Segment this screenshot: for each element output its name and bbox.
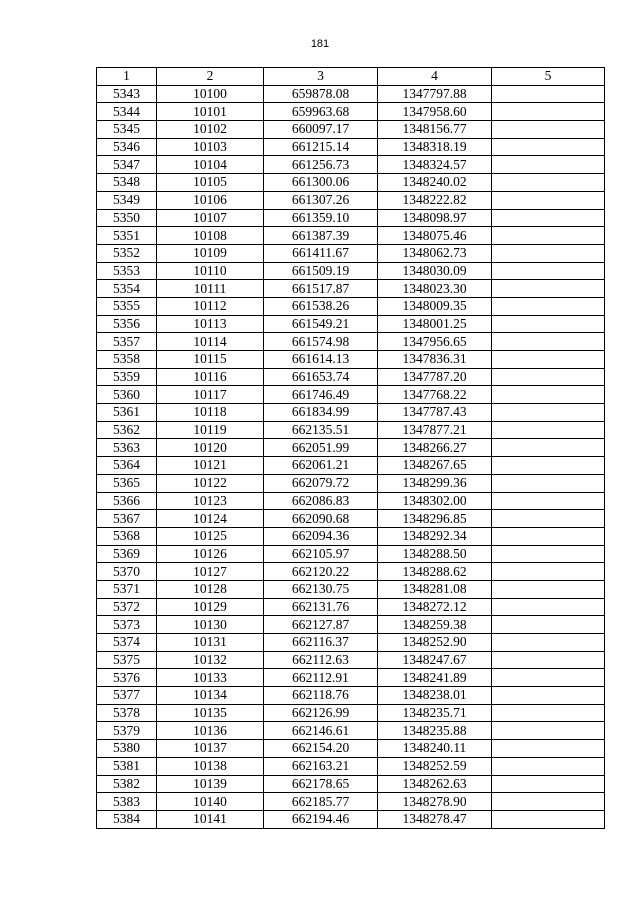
table-cell-col-2: 10101 xyxy=(157,103,264,121)
table-cell-col-1: 5367 xyxy=(97,510,157,528)
table-cell-col-4: 1348098.97 xyxy=(378,209,492,227)
table-cell-col-1: 5350 xyxy=(97,209,157,227)
table-cell-col-5 xyxy=(492,510,605,528)
table-cell-col-5 xyxy=(492,527,605,545)
table-row xyxy=(97,793,605,811)
table-cell-col-5 xyxy=(492,351,605,369)
table-cell-col-4: 1348299.36 xyxy=(378,474,492,492)
table-cell-col-3: 661614.13 xyxy=(264,351,378,369)
table-cell-col-2: 10131 xyxy=(157,634,264,652)
table-cell-col-3: 661538.26 xyxy=(264,297,378,315)
table-cell-col-4: 1348288.62 xyxy=(378,563,492,581)
table-cell-col-1: 5352 xyxy=(97,244,157,262)
table-cell-col-2: 10135 xyxy=(157,704,264,722)
table-cell-col-1: 5353 xyxy=(97,262,157,280)
table-cell-col-5 xyxy=(492,209,605,227)
table-cell-col-1: 5345 xyxy=(97,121,157,139)
table-row xyxy=(97,687,605,705)
table-cell-col-5 xyxy=(492,775,605,793)
table-cell-col-3: 662112.63 xyxy=(264,651,378,669)
column-header-4: 4 xyxy=(378,68,492,86)
table-cell-col-4: 1348023.30 xyxy=(378,280,492,298)
table-cell-col-5 xyxy=(492,563,605,581)
table-cell-col-3: 660097.17 xyxy=(264,121,378,139)
table-cell-col-1: 5382 xyxy=(97,775,157,793)
table-cell-col-1: 5359 xyxy=(97,368,157,386)
table-cell-col-3: 661307.26 xyxy=(264,191,378,209)
table-header-row xyxy=(97,68,605,86)
table-cell-col-5 xyxy=(492,634,605,652)
table-cell-col-2: 10119 xyxy=(157,421,264,439)
table-cell-col-4: 1347956.65 xyxy=(378,333,492,351)
table-cell-col-3: 662120.22 xyxy=(264,563,378,581)
table-row xyxy=(97,545,605,563)
table-row xyxy=(97,138,605,156)
table-cell-col-5 xyxy=(492,138,605,156)
table-cell-col-3: 661509.19 xyxy=(264,262,378,280)
table-row xyxy=(97,704,605,722)
table-cell-col-1: 5371 xyxy=(97,580,157,598)
table-cell-col-1: 5349 xyxy=(97,191,157,209)
table-body xyxy=(97,85,605,828)
table-cell-col-5 xyxy=(492,492,605,510)
table-row xyxy=(97,474,605,492)
table-cell-col-2: 10118 xyxy=(157,404,264,422)
table-cell-col-4: 1348009.35 xyxy=(378,297,492,315)
table-cell-col-1: 5370 xyxy=(97,563,157,581)
table-cell-col-2: 10102 xyxy=(157,121,264,139)
table-cell-col-5 xyxy=(492,103,605,121)
table-cell-col-2: 10105 xyxy=(157,174,264,192)
table-cell-col-2: 10130 xyxy=(157,616,264,634)
table-row xyxy=(97,634,605,652)
table-cell-col-5 xyxy=(492,368,605,386)
table-cell-col-5 xyxy=(492,669,605,687)
table-cell-col-2: 10124 xyxy=(157,510,264,528)
table-cell-col-1: 5384 xyxy=(97,810,157,828)
table-row xyxy=(97,227,605,245)
table-cell-col-2: 10122 xyxy=(157,474,264,492)
table-cell-col-5 xyxy=(492,244,605,262)
table-row xyxy=(97,421,605,439)
table-cell-col-1: 5357 xyxy=(97,333,157,351)
table-cell-col-2: 10104 xyxy=(157,156,264,174)
table-cell-col-3: 662118.76 xyxy=(264,687,378,705)
table-cell-col-3: 662178.65 xyxy=(264,775,378,793)
table-cell-col-3: 662185.77 xyxy=(264,793,378,811)
table-cell-col-3: 662061.21 xyxy=(264,457,378,475)
table-cell-col-5 xyxy=(492,156,605,174)
table-cell-col-1: 5343 xyxy=(97,85,157,103)
table-cell-col-4: 1348288.50 xyxy=(378,545,492,563)
table-row xyxy=(97,810,605,828)
table-row xyxy=(97,669,605,687)
table-cell-col-4: 1347787.20 xyxy=(378,368,492,386)
table-cell-col-2: 10134 xyxy=(157,687,264,705)
table-row xyxy=(97,280,605,298)
table-cell-col-1: 5361 xyxy=(97,404,157,422)
table-cell-col-4: 1347836.31 xyxy=(378,351,492,369)
table-cell-col-2: 10113 xyxy=(157,315,264,333)
table-cell-col-4: 1347797.88 xyxy=(378,85,492,103)
table-row xyxy=(97,103,605,121)
table-cell-col-5 xyxy=(492,687,605,705)
table-cell-col-3: 661300.06 xyxy=(264,174,378,192)
table-cell-col-4: 1348241.89 xyxy=(378,669,492,687)
table-row xyxy=(97,333,605,351)
table-cell-col-1: 5379 xyxy=(97,722,157,740)
table-cell-col-2: 10109 xyxy=(157,244,264,262)
table-cell-col-2: 10100 xyxy=(157,85,264,103)
table-row xyxy=(97,580,605,598)
table-cell-col-1: 5376 xyxy=(97,669,157,687)
table-row xyxy=(97,85,605,103)
table-cell-col-5 xyxy=(492,810,605,828)
table-cell-col-4: 1348296.85 xyxy=(378,510,492,528)
table-cell-col-3: 661215.14 xyxy=(264,138,378,156)
table-cell-col-1: 5364 xyxy=(97,457,157,475)
table-cell-col-2: 10123 xyxy=(157,492,264,510)
table-row xyxy=(97,651,605,669)
table-cell-col-2: 10125 xyxy=(157,527,264,545)
table-cell-col-3: 662146.61 xyxy=(264,722,378,740)
table-cell-col-3: 662090.68 xyxy=(264,510,378,528)
table-cell-col-4: 1348324.57 xyxy=(378,156,492,174)
table-cell-col-1: 5365 xyxy=(97,474,157,492)
table-cell-col-4: 1348030.09 xyxy=(378,262,492,280)
table-cell-col-1: 5373 xyxy=(97,616,157,634)
table-row xyxy=(97,492,605,510)
table-row xyxy=(97,262,605,280)
table-cell-col-1: 5378 xyxy=(97,704,157,722)
table-cell-col-5 xyxy=(492,174,605,192)
table-cell-col-4: 1348156.77 xyxy=(378,121,492,139)
table-cell-col-2: 10139 xyxy=(157,775,264,793)
table-cell-col-4: 1347787.43 xyxy=(378,404,492,422)
table-cell-col-3: 662154.20 xyxy=(264,740,378,758)
table-cell-col-4: 1348240.11 xyxy=(378,740,492,758)
table-cell-col-2: 10141 xyxy=(157,810,264,828)
table-cell-col-2: 10127 xyxy=(157,563,264,581)
table-cell-col-1: 5377 xyxy=(97,687,157,705)
table-cell-col-2: 10116 xyxy=(157,368,264,386)
column-header-5: 5 xyxy=(492,68,605,86)
table-cell-col-2: 10129 xyxy=(157,598,264,616)
table-cell-col-2: 10106 xyxy=(157,191,264,209)
table-cell-col-3: 662116.37 xyxy=(264,634,378,652)
table-cell-col-2: 10121 xyxy=(157,457,264,475)
table-cell-col-1: 5381 xyxy=(97,757,157,775)
table-cell-col-4: 1347958.60 xyxy=(378,103,492,121)
table-cell-col-1: 5351 xyxy=(97,227,157,245)
table-cell-col-3: 662135.51 xyxy=(264,421,378,439)
table-cell-col-3: 662079.72 xyxy=(264,474,378,492)
table-cell-col-4: 1348259.38 xyxy=(378,616,492,634)
page-number: 181 xyxy=(310,38,330,50)
table-cell-col-3: 661256.73 xyxy=(264,156,378,174)
table-row xyxy=(97,563,605,581)
table-cell-col-5 xyxy=(492,580,605,598)
table-row xyxy=(97,121,605,139)
table-cell-col-4: 1348318.19 xyxy=(378,138,492,156)
table-cell-col-1: 5356 xyxy=(97,315,157,333)
table-cell-col-1: 5383 xyxy=(97,793,157,811)
table-cell-col-4: 1348238.01 xyxy=(378,687,492,705)
table-cell-col-5 xyxy=(492,740,605,758)
table-cell-col-5 xyxy=(492,722,605,740)
table-row xyxy=(97,757,605,775)
table-cell-col-2: 10133 xyxy=(157,669,264,687)
table-row xyxy=(97,244,605,262)
table-cell-col-1: 5368 xyxy=(97,527,157,545)
table-cell-col-1: 5375 xyxy=(97,651,157,669)
table-cell-col-2: 10107 xyxy=(157,209,264,227)
table-cell-col-2: 10128 xyxy=(157,580,264,598)
coordinates-table xyxy=(96,67,605,829)
table-cell-col-4: 1348292.34 xyxy=(378,527,492,545)
table-cell-col-4: 1348001.25 xyxy=(378,315,492,333)
table-cell-col-4: 1348222.82 xyxy=(378,191,492,209)
table-cell-col-1: 5358 xyxy=(97,351,157,369)
table-cell-col-3: 662127.87 xyxy=(264,616,378,634)
table-cell-col-3: 662086.83 xyxy=(264,492,378,510)
table-cell-col-3: 661746.49 xyxy=(264,386,378,404)
table-cell-col-5 xyxy=(492,262,605,280)
table-cell-col-4: 1348266.27 xyxy=(378,439,492,457)
table-cell-col-4: 1347768.22 xyxy=(378,386,492,404)
table-cell-col-3: 659878.08 xyxy=(264,85,378,103)
table-cell-col-4: 1348062.73 xyxy=(378,244,492,262)
table-cell-col-1: 5347 xyxy=(97,156,157,174)
table-cell-col-2: 10114 xyxy=(157,333,264,351)
table-cell-col-2: 10140 xyxy=(157,793,264,811)
table-cell-col-2: 10112 xyxy=(157,297,264,315)
table-cell-col-5 xyxy=(492,757,605,775)
table-cell-col-1: 5374 xyxy=(97,634,157,652)
table-cell-col-2: 10110 xyxy=(157,262,264,280)
table-cell-col-4: 1348278.47 xyxy=(378,810,492,828)
table-cell-col-5 xyxy=(492,386,605,404)
table-cell-col-3: 662105.97 xyxy=(264,545,378,563)
table-cell-col-4: 1348247.67 xyxy=(378,651,492,669)
table-cell-col-5 xyxy=(492,474,605,492)
table-cell-col-3: 662163.21 xyxy=(264,757,378,775)
table-cell-col-4: 1347877.21 xyxy=(378,421,492,439)
table-row xyxy=(97,598,605,616)
table-cell-col-1: 5372 xyxy=(97,598,157,616)
table-cell-col-3: 661834.99 xyxy=(264,404,378,422)
table-row xyxy=(97,156,605,174)
table-cell-col-3: 661574.98 xyxy=(264,333,378,351)
table-cell-col-2: 10103 xyxy=(157,138,264,156)
table-cell-col-4: 1348281.08 xyxy=(378,580,492,598)
table-cell-col-2: 10132 xyxy=(157,651,264,669)
table-cell-col-1: 5346 xyxy=(97,138,157,156)
table-cell-col-5 xyxy=(492,280,605,298)
table-cell-col-5 xyxy=(492,616,605,634)
table-cell-col-5 xyxy=(492,793,605,811)
table-cell-col-1: 5362 xyxy=(97,421,157,439)
table-cell-col-2: 10137 xyxy=(157,740,264,758)
table-cell-col-1: 5348 xyxy=(97,174,157,192)
table-row xyxy=(97,174,605,192)
column-header-2: 2 xyxy=(157,68,264,86)
table-cell-col-5 xyxy=(492,598,605,616)
table-cell-col-2: 10138 xyxy=(157,757,264,775)
table-cell-col-5 xyxy=(492,315,605,333)
table-cell-col-5 xyxy=(492,704,605,722)
column-header-3: 3 xyxy=(264,68,378,86)
table-cell-col-1: 5380 xyxy=(97,740,157,758)
table-row xyxy=(97,191,605,209)
table-row xyxy=(97,775,605,793)
table-cell-col-3: 661549.21 xyxy=(264,315,378,333)
table-cell-col-1: 5363 xyxy=(97,439,157,457)
table-cell-col-4: 1348272.12 xyxy=(378,598,492,616)
table-cell-col-4: 1348267.65 xyxy=(378,457,492,475)
table-cell-col-3: 661411.67 xyxy=(264,244,378,262)
table-cell-col-3: 661517.87 xyxy=(264,280,378,298)
table-cell-col-4: 1348302.00 xyxy=(378,492,492,510)
table-cell-col-1: 5369 xyxy=(97,545,157,563)
table-cell-col-3: 662126.99 xyxy=(264,704,378,722)
table-cell-col-1: 5344 xyxy=(97,103,157,121)
table-cell-col-2: 10108 xyxy=(157,227,264,245)
table-cell-col-3: 662131.76 xyxy=(264,598,378,616)
table-cell-col-1: 5366 xyxy=(97,492,157,510)
table-cell-col-5 xyxy=(492,191,605,209)
table-cell-col-3: 662194.46 xyxy=(264,810,378,828)
table-cell-col-4: 1348278.90 xyxy=(378,793,492,811)
table-cell-col-4: 1348075.46 xyxy=(378,227,492,245)
table-cell-col-4: 1348240.02 xyxy=(378,174,492,192)
table-cell-col-1: 5355 xyxy=(97,297,157,315)
table-row xyxy=(97,510,605,528)
table-row xyxy=(97,209,605,227)
table-cell-col-2: 10126 xyxy=(157,545,264,563)
table-cell-col-2: 10111 xyxy=(157,280,264,298)
table-cell-col-2: 10120 xyxy=(157,439,264,457)
table-cell-col-4: 1348252.90 xyxy=(378,634,492,652)
table-cell-col-5 xyxy=(492,297,605,315)
table-cell-col-5 xyxy=(492,439,605,457)
table-cell-col-5 xyxy=(492,457,605,475)
table-cell-col-3: 661359.10 xyxy=(264,209,378,227)
column-header-1: 1 xyxy=(97,68,157,86)
table-cell-col-4: 1348262.63 xyxy=(378,775,492,793)
table-cell-col-3: 661387.39 xyxy=(264,227,378,245)
table-row xyxy=(97,722,605,740)
table-cell-col-5 xyxy=(492,121,605,139)
table-cell-col-4: 1348235.71 xyxy=(378,704,492,722)
table-cell-col-1: 5360 xyxy=(97,386,157,404)
table-cell-col-3: 662112.91 xyxy=(264,669,378,687)
table-cell-col-2: 10115 xyxy=(157,351,264,369)
table-row xyxy=(97,351,605,369)
table-row xyxy=(97,386,605,404)
table-cell-col-2: 10117 xyxy=(157,386,264,404)
table-cell-col-3: 661653.74 xyxy=(264,368,378,386)
table-cell-col-3: 662094.36 xyxy=(264,527,378,545)
table-cell-col-5 xyxy=(492,421,605,439)
table-row xyxy=(97,404,605,422)
table-cell-col-2: 10136 xyxy=(157,722,264,740)
table-cell-col-4: 1348235.88 xyxy=(378,722,492,740)
table-row xyxy=(97,439,605,457)
table-cell-col-3: 662130.75 xyxy=(264,580,378,598)
table-row xyxy=(97,740,605,758)
table-row xyxy=(97,297,605,315)
table-cell-col-5 xyxy=(492,404,605,422)
table-row xyxy=(97,315,605,333)
table-row xyxy=(97,368,605,386)
table-row xyxy=(97,457,605,475)
table-cell-col-5 xyxy=(492,333,605,351)
table-row xyxy=(97,527,605,545)
table-cell-col-5 xyxy=(492,651,605,669)
table-cell-col-4: 1348252.59 xyxy=(378,757,492,775)
table-cell-col-5 xyxy=(492,227,605,245)
table-cell-col-1: 5354 xyxy=(97,280,157,298)
table-cell-col-5 xyxy=(492,545,605,563)
table-cell-col-5 xyxy=(492,85,605,103)
table-cell-col-3: 659963.68 xyxy=(264,103,378,121)
table-cell-col-3: 662051.99 xyxy=(264,439,378,457)
table-row xyxy=(97,616,605,634)
